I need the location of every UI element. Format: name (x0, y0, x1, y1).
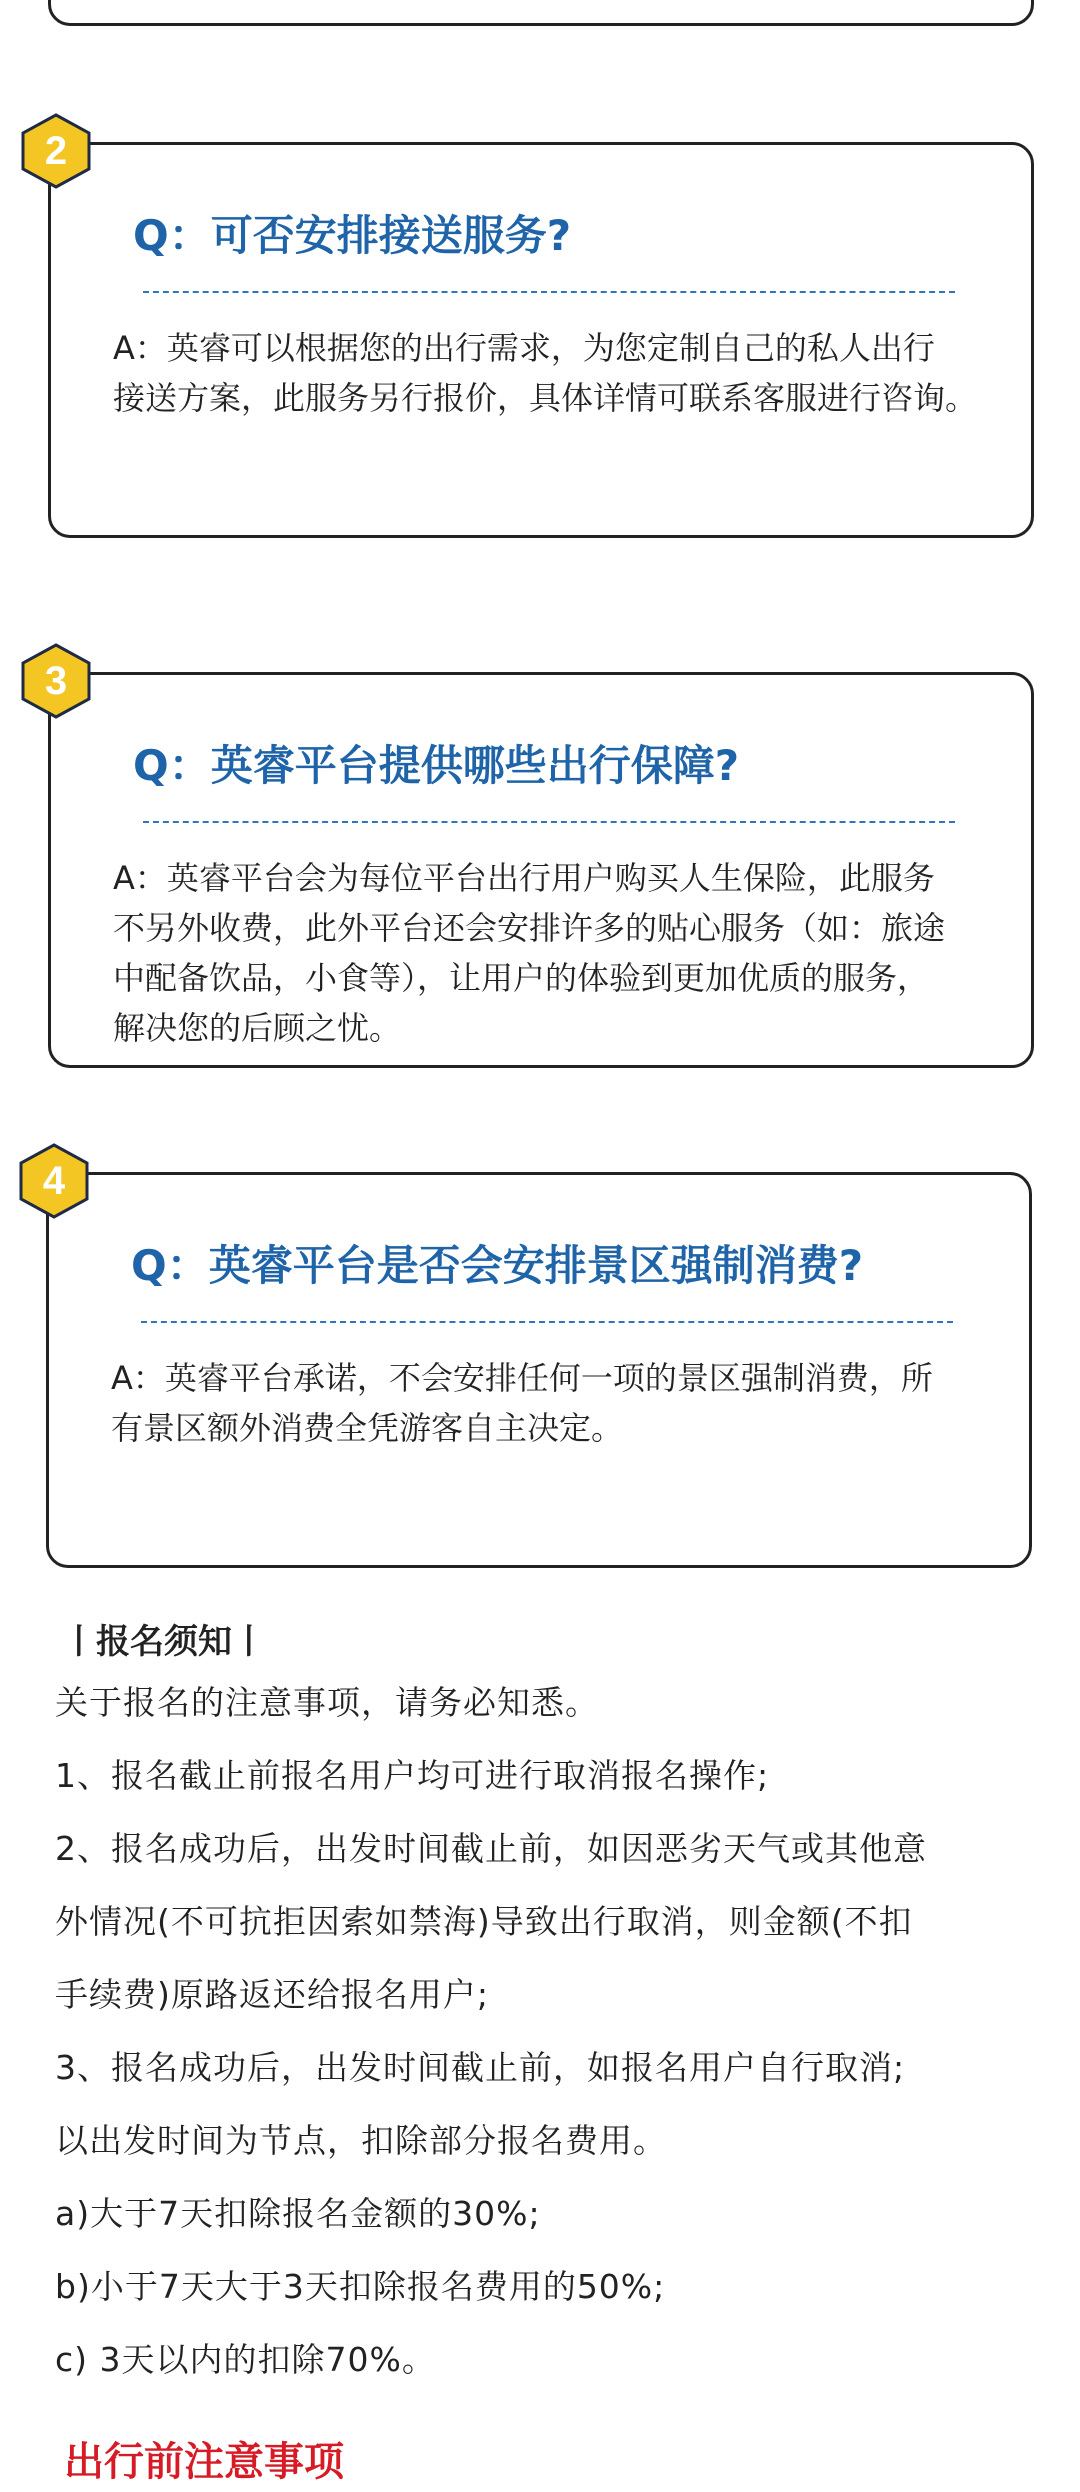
faq-answer: A：英睿平台会为每位平台出行用户购买人生保险，此服务 不另外收费，此外平台还会安排许多的贴心服务（如：旅途 中配备饮品，小食等），让用户的体验到更加优质的服务， 解决您的后顾之忧。 (113, 859, 946, 1047)
notice-list (55, 1666, 1045, 2396)
faq-question: Q：可否安排接送服务? (133, 211, 572, 260)
dashed-divider (141, 1321, 953, 1323)
notice-line: c) 3天以内的扣除70%。 (55, 2340, 436, 2379)
faq-question: Q：英睿平台是否会安排景区强制消费? (131, 1241, 864, 1290)
notice-line: 外情况(不可抗拒因索如禁海)导致出行取消，则金额(不扣 (55, 1902, 913, 1941)
faq-answer: A：英睿平台承诺，不会安排任何一项的景区强制消费，所 有景区额外消费全凭游客自主决定。 (111, 1359, 933, 1447)
faq-question: Q：英睿平台提供哪些出行保障? (133, 741, 740, 790)
number-badge-2 (18, 112, 94, 190)
dashed-divider (143, 291, 955, 293)
faq-answer: A：英睿可以根据您的出行需求，为您定制自己的私人出行 接送方案，此服务另行报价，具体详情可联系客服进行咨询。 (113, 329, 978, 417)
faq-card-4 (46, 1172, 1032, 1568)
badge-number: 2 (44, 129, 68, 173)
number-badge-3 (18, 642, 94, 720)
notice-line: 3、报名成功后，出发时间截止前，如报名用户自行取消; (55, 2048, 906, 2087)
badge-number: 4 (42, 1159, 66, 1203)
badge-number: 3 (44, 659, 68, 703)
notice-line: b)小于7天大于3天扣除报名费用的50%; (55, 2267, 666, 2306)
number-badge-4 (16, 1142, 92, 1220)
dashed-divider (143, 821, 955, 823)
notice-line: 1、报名截止前报名用户均可进行取消报名操作; (55, 1756, 770, 1795)
faq-card-2 (48, 142, 1034, 538)
notice-line: a)大于7天扣除报名金额的30%; (55, 2194, 541, 2233)
section-title-pre-trip: 出行前注意事项 (64, 2439, 344, 2485)
notice-line: 以出发时间为节点，扣除部分报名费用。 (55, 2121, 667, 2160)
notice-line: 关于报名的注意事项，请务必知悉。 (55, 1683, 599, 1722)
faq-card-previous (48, 0, 1034, 26)
faq-card-3 (48, 672, 1034, 1068)
notice-line: 手续费)原路返还给报名用户; (55, 1975, 489, 2014)
notice-title: 丨报名须知丨 (62, 1622, 266, 1662)
notice-line: 2、报名成功后，出发时间截止前，如因恶劣天气或其他意 (55, 1829, 927, 1868)
